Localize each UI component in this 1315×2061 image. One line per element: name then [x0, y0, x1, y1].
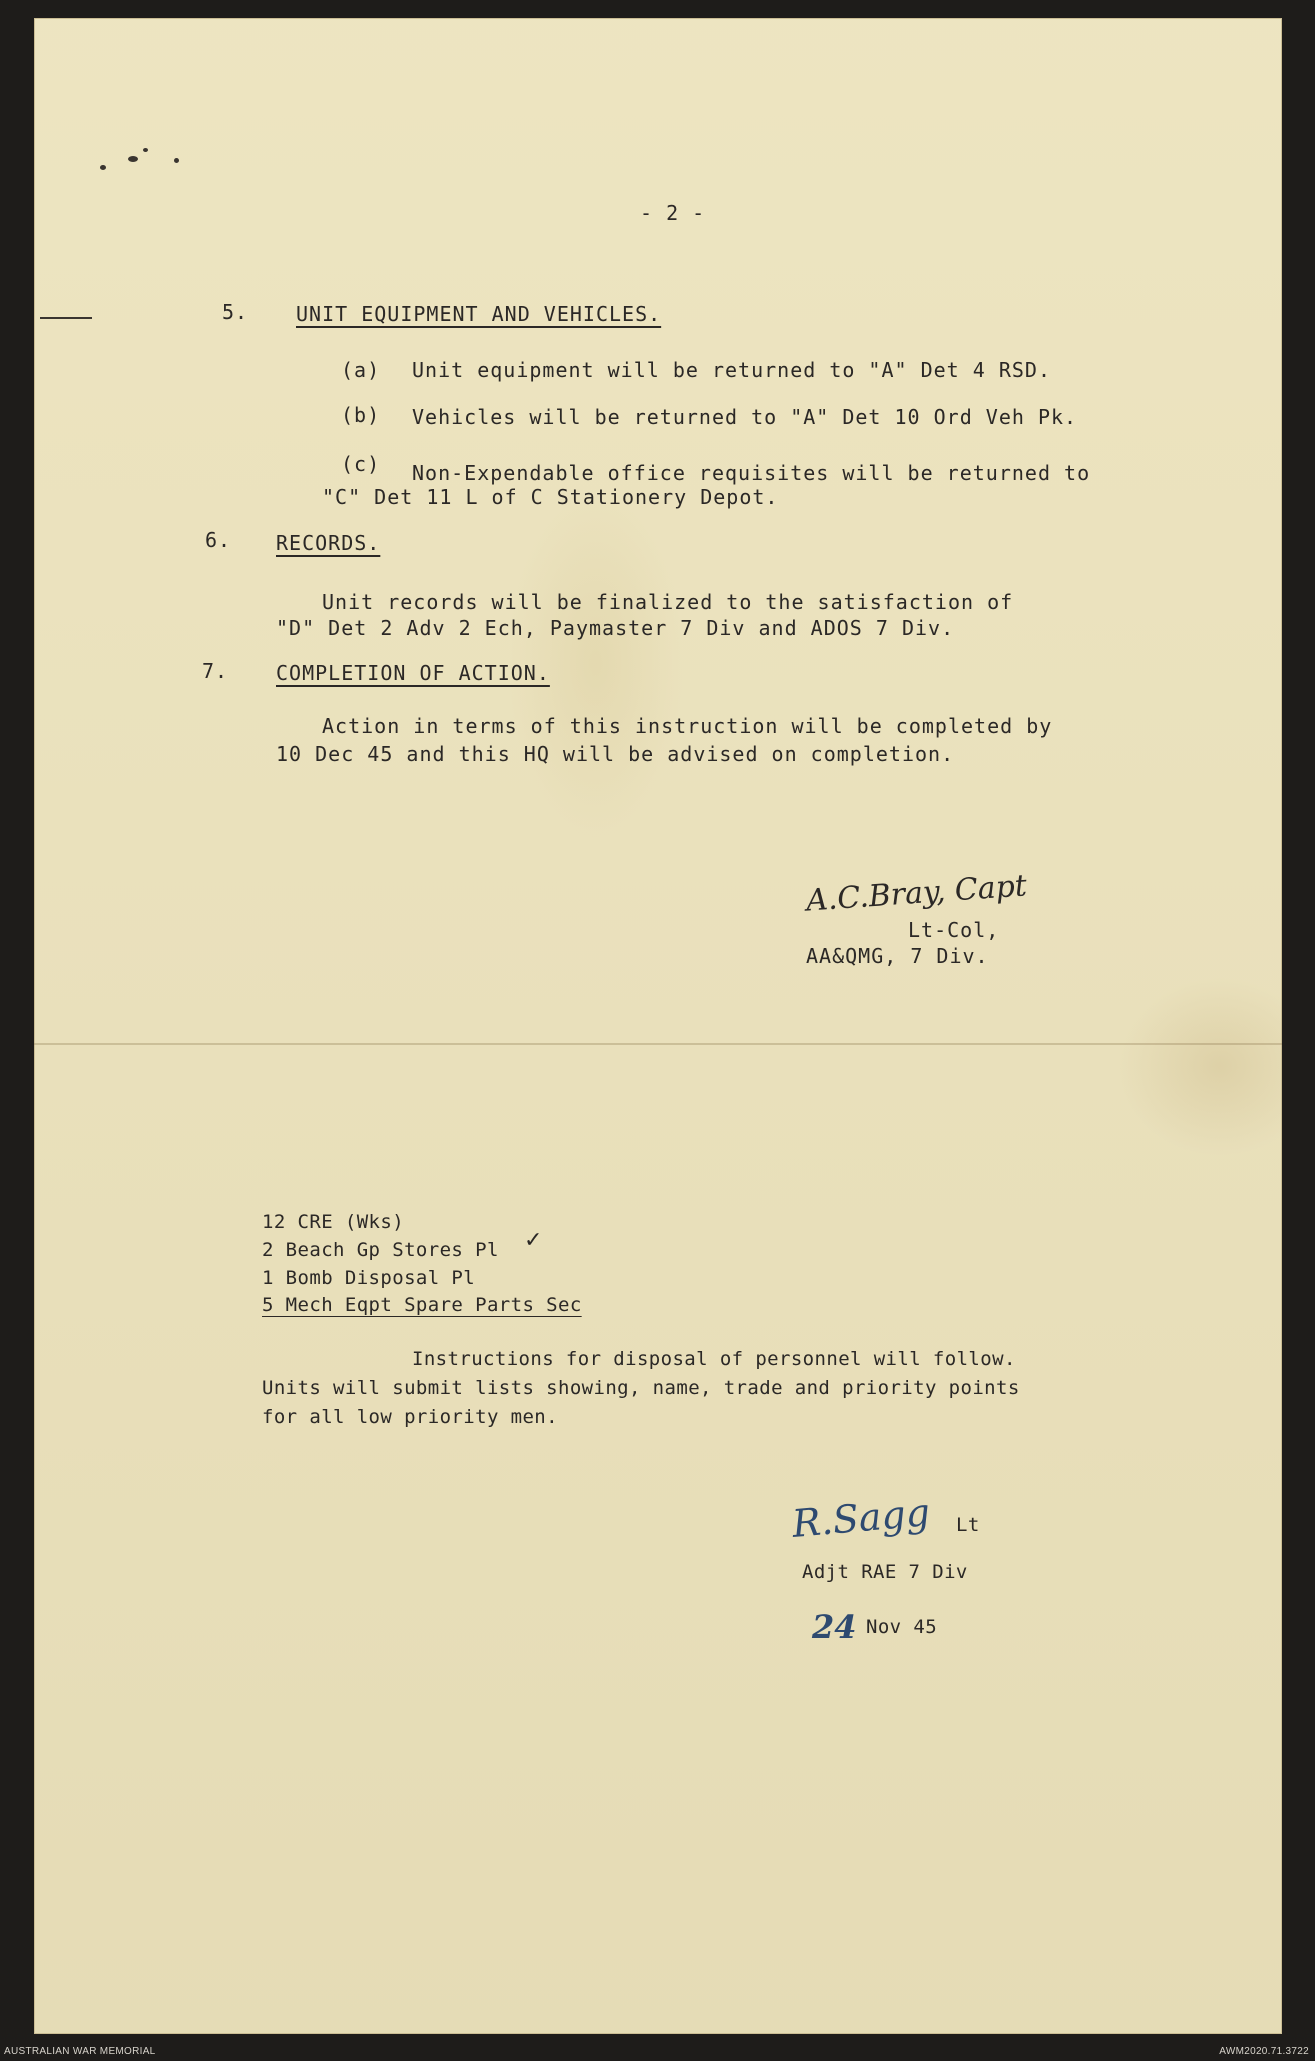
- section-6-line-2: "D" Det 2 Adv 2 Ech, Paymaster 7 Div and ADOS 7 Div.: [276, 616, 955, 640]
- footer-archive-name: AUSTRALIAN WAR MEMORIAL: [4, 2046, 156, 2057]
- item-b-text: Vehicles will be returned to "A" Det 10 Ord Veh Pk.: [412, 405, 1078, 429]
- page-fold: [34, 1043, 1282, 1045]
- section-7-heading: COMPLETION OF ACTION.: [276, 661, 550, 685]
- signatory-2-rank: Lt: [956, 1514, 980, 1536]
- instructions-line-3: for all low priority men.: [262, 1406, 558, 1428]
- item-a-text: Unit equipment will be returned to "A" Det 4 RSD.: [412, 358, 1052, 382]
- check-mark: ✓: [524, 1228, 543, 1253]
- signatory-rank: Lt-Col,: [908, 918, 1000, 942]
- section-5-number: 5.: [222, 300, 249, 324]
- signatory-unit: AA&QMG, 7 Div.: [806, 944, 989, 968]
- item-c-label: (c): [341, 452, 381, 476]
- section-5-heading: UNIT EQUIPMENT AND VEHICLES.: [296, 302, 662, 326]
- ink-smudge: [128, 156, 138, 162]
- unit-list-item: 5 Mech Eqpt Spare Parts Sec: [262, 1294, 582, 1316]
- item-c-text: Non-Expendable office requisites will be returned to: [412, 461, 1091, 485]
- item-a-label: (a): [341, 358, 381, 382]
- handwritten-signature-capt: A.C.Bray, Capt: [805, 868, 1028, 919]
- instructions-line-1: Instructions for disposal of personnel will follow.: [412, 1348, 1016, 1370]
- ink-smudge: [100, 165, 106, 170]
- footer-accession-number: AWM2020.71.3722: [1219, 2046, 1309, 2057]
- handwritten-date-day: 24: [812, 1608, 857, 1646]
- section-6-line-1: Unit records will be finalized to the satisfaction of: [322, 590, 1014, 614]
- date-month-year: Nov 45: [866, 1616, 938, 1638]
- section-7-line-1: Action in terms of this instruction will be completed by: [322, 714, 1053, 738]
- ink-smudge: [174, 158, 179, 163]
- section-7-number: 7.: [202, 659, 229, 683]
- section-7-line-2: 10 Dec 45 and this HQ will be advised on completion.: [276, 742, 955, 766]
- margin-line-mark: [40, 317, 92, 319]
- unit-list-item: 1 Bomb Disposal Pl: [262, 1267, 476, 1289]
- unit-list-item: 2 Beach Gp Stores Pl: [262, 1239, 499, 1261]
- ink-smudge: [143, 148, 148, 152]
- unit-list-item: 12 CRE (Wks): [262, 1211, 405, 1233]
- item-b-label: (b): [341, 403, 381, 427]
- handwritten-signature-adjt: R.Sagg: [790, 1490, 932, 1546]
- page-number: - 2 -: [640, 201, 706, 225]
- section-6-number: 6.: [205, 528, 232, 552]
- signatory-2-title: Adjt RAE 7 Div: [802, 1561, 968, 1583]
- section-6-heading: RECORDS.: [276, 531, 381, 555]
- instructions-line-2: Units will submit lists showing, name, trade and priority points: [262, 1377, 1020, 1399]
- item-c-text-continued: "C" Det 11 L of C Stationery Depot.: [322, 485, 779, 509]
